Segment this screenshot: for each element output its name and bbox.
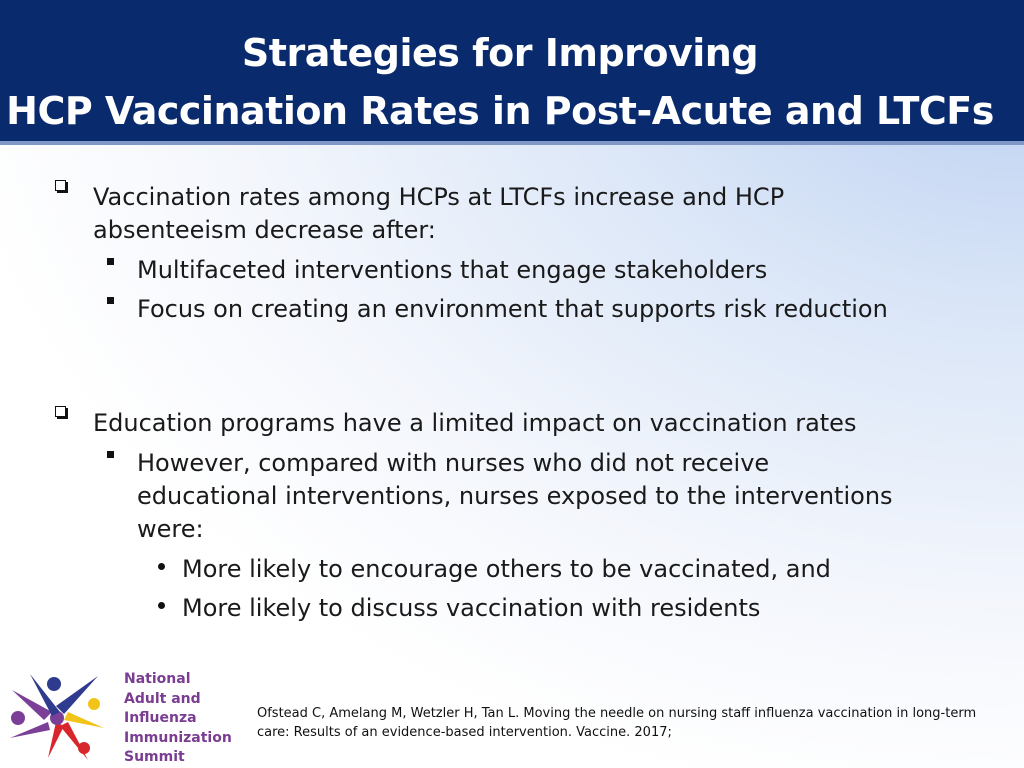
bullet-1-sub-2: Focus on creating an environment that supports risk reduction	[137, 295, 888, 323]
citation-line-2: care: Results of an evidence-based intervention. Vaccine. 2017;	[257, 725, 672, 740]
slide-title-line-2: HCP Vaccination Rates in Post-Acute and LTCFs	[6, 89, 994, 133]
square-bullet-icon	[107, 258, 114, 265]
bullet-2-subsub-2: More likely to discuss vaccination with residents	[182, 594, 761, 622]
citation	[257, 704, 977, 742]
naiis-logo-icon	[4, 668, 114, 764]
citation-line-1: Ofstead C, Amelang M, Wetzler H, Tan L. Moving the needle on nursing staff influenza vaccination in long-term	[257, 706, 977, 721]
bullet-2-sub-1-line-3: were:	[137, 515, 204, 543]
bullet-2-sub-1-line-1: However, compared with nurses who did not receive	[137, 449, 770, 477]
bullet-2-sub-1-line-2: educational interventions, nurses exposed to the interventions	[137, 482, 893, 510]
bullet-2-subsub-1: More likely to encourage others to be vaccinated, and	[182, 555, 831, 583]
logo-line-4: Immunization	[124, 729, 232, 746]
square-bullet-icon	[107, 297, 114, 304]
logo-line-2: Adult and	[124, 690, 201, 707]
dot-bullet-icon	[158, 563, 165, 570]
logo-wordmark	[124, 670, 232, 768]
checkbox-bullet-icon	[55, 406, 66, 417]
logo-line-1: National	[124, 671, 191, 687]
bullet-1-sub-1: Multifaceted interventions that engage stakeholders	[137, 256, 768, 284]
dot-bullet-icon	[158, 602, 165, 609]
bullet-1-text-line-2: absenteeism decrease after:	[93, 216, 436, 244]
slide-title-line-1: Strategies for Improving	[241, 31, 759, 75]
bullet-1-text-line-1: Vaccination rates among HCPs at LTCFs increase and HCP	[93, 183, 785, 211]
square-bullet-icon	[107, 451, 114, 458]
logo-line-3: Influenza	[124, 710, 197, 726]
checkbox-bullet-icon	[55, 180, 66, 191]
bullet-2-text: Education programs have a limited impact on vaccination rates	[93, 409, 857, 437]
logo-line-5: Summit	[124, 749, 185, 765]
